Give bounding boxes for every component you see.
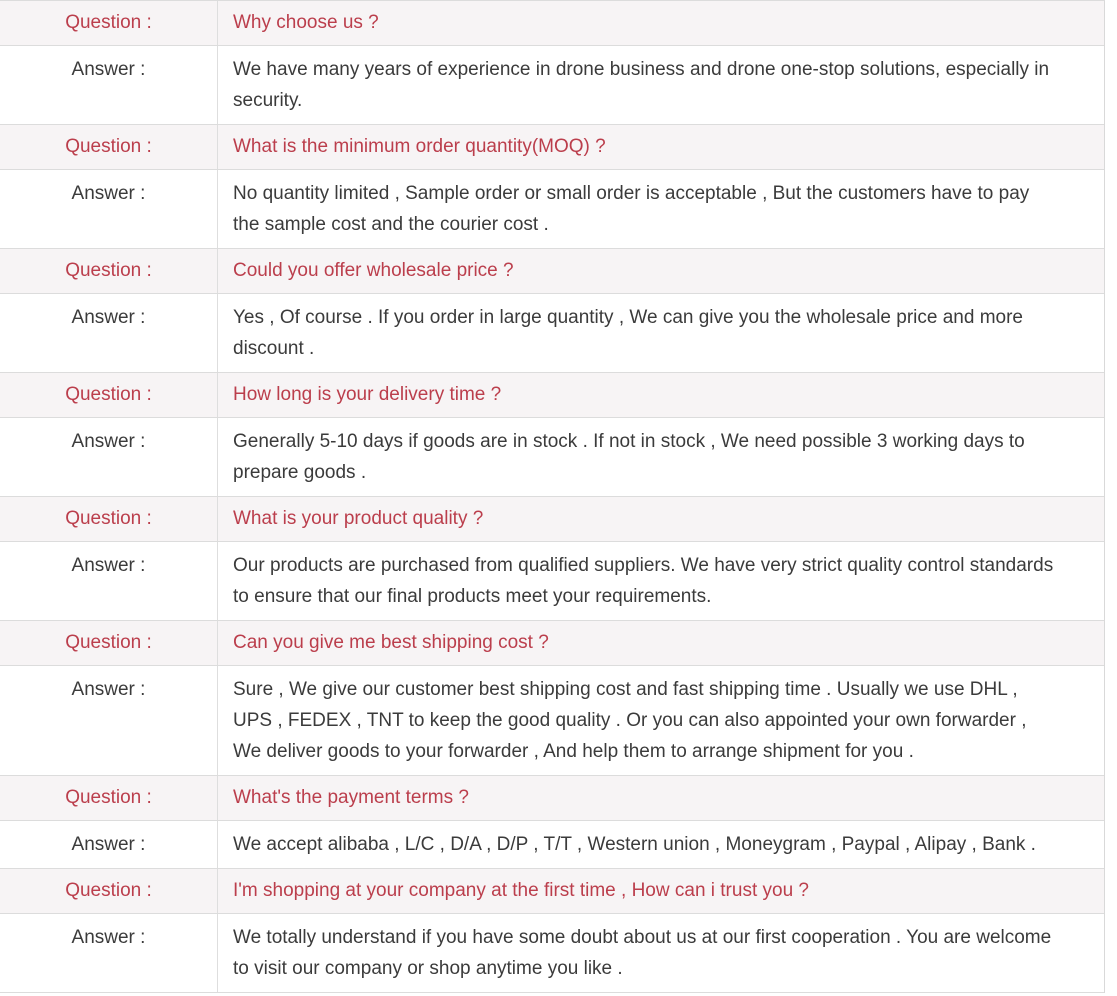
question-label: Question : [0,497,218,541]
question-row [0,373,1104,418]
answer-row [0,542,1104,621]
question-text: Can you give me best shipping cost ? [233,632,549,653]
question-row [0,621,1104,666]
answer-text: No quantity limited , Sample order or small order is acceptable , But the customers have to pay the sample cost and the courier cost . [233,183,1030,235]
answer-cell [218,294,1104,372]
question-text: What is the minimum order quantity(MOQ) ? [233,136,606,157]
answer-cell [218,418,1104,496]
answer-row [0,821,1104,869]
question-label: Question : [0,373,218,417]
question-text: How long is your delivery time ? [233,384,502,405]
answer-label: Answer : [0,170,218,248]
answer-label: Answer : [0,46,218,124]
question-text: I'm shopping at your company at the first time , How can i trust you ? [233,880,809,901]
question-row [0,776,1104,821]
question-label: Question : [0,1,218,45]
answer-cell [218,821,1104,868]
question-label: Question : [0,621,218,665]
answer-label: Answer : [0,914,218,992]
answer-cell [218,46,1104,124]
question-label: Question : [0,249,218,293]
question-text: Could you offer wholesale price ? [233,260,514,281]
answer-cell [218,914,1104,992]
question-label: Question : [0,125,218,169]
answer-label: Answer : [0,821,218,868]
answer-text: We accept alibaba , L/C , D/A , D/P , T/T , Western union , Moneygram , Paypal , Alipay , Bank . [233,834,1036,855]
answer-text: We totally understand if you have some doubt about us at our first cooperation . You are welcome to visit our company or shop anytime you like . [233,927,1052,979]
answer-label: Answer : [0,542,218,620]
question-row [0,1,1104,46]
answer-text: Sure , We give our customer best shipping cost and fast shipping time . Usually we use DHL , UPS , FEDEX , TNT to keep the good quality . Or you can also appointed your own forwarder , We deliver goods to your forwarder , And help them to arrange shipment for you . [233,679,1027,762]
answer-text: Generally 5-10 days if goods are in stock . If not in stock , We need possible 3 working days to prepare goods . [233,431,1025,483]
answer-label: Answer : [0,294,218,372]
answer-row [0,170,1104,249]
question-label: Question : [0,776,218,820]
answer-text: We have many years of experience in drone business and drone one-stop solutions, especially in security. [233,59,1050,111]
answer-row [0,666,1104,776]
answer-label: Answer : [0,666,218,775]
answer-row [0,294,1104,373]
answer-cell [218,666,1104,775]
question-text: What's the payment terms ? [233,787,469,808]
answer-text: Our products are purchased from qualified suppliers. We have very strict quality control standards to ensure that our final products meet your requirements. [233,555,1054,607]
answer-text: Yes , Of course . If you order in large quantity , We can give you the wholesale price and more discount . [233,307,1023,359]
question-label: Question : [0,869,218,913]
question-row [0,869,1104,914]
answer-row [0,418,1104,497]
question-row [0,125,1104,170]
question-row [0,249,1104,294]
answer-row [0,46,1104,125]
answer-row [0,914,1104,993]
answer-cell [218,170,1104,248]
question-text: Why choose us ? [233,12,379,33]
answer-label: Answer : [0,418,218,496]
answer-cell [218,542,1104,620]
question-text: What is your product quality ? [233,508,484,529]
question-row [0,497,1104,542]
